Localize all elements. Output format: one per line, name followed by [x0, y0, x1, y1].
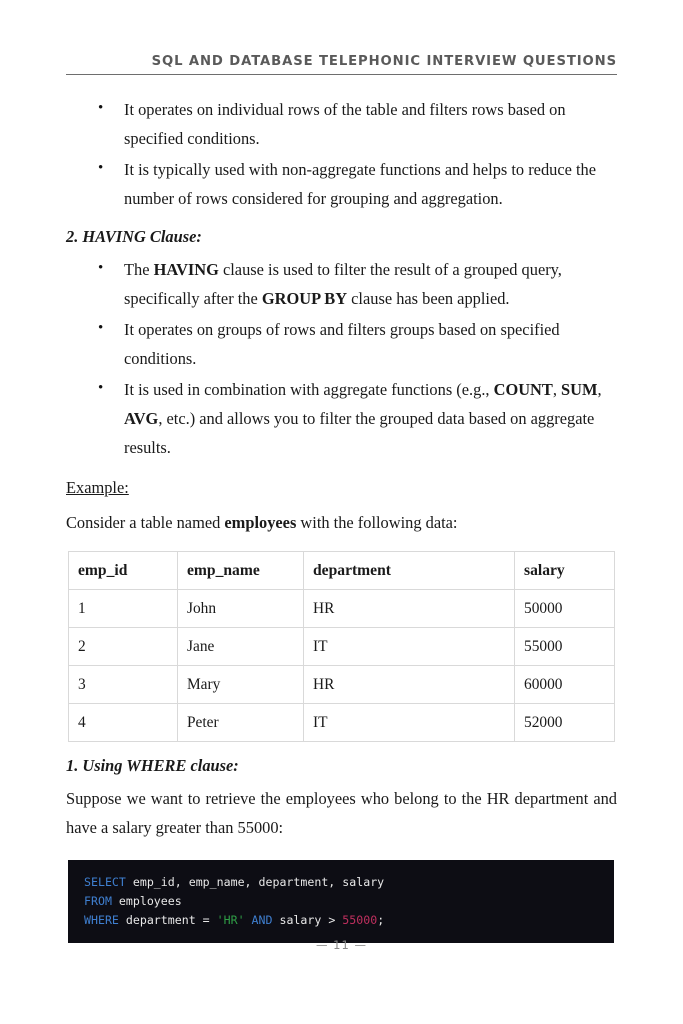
- table-column-header: emp_name: [178, 552, 304, 590]
- table-column-header: department: [304, 552, 515, 590]
- table-header-row: [69, 552, 615, 590]
- table-column-header: emp_id: [69, 552, 178, 590]
- code-text: department =: [118, 913, 217, 927]
- code-line-3: [68, 911, 614, 930]
- text-run: clause is used to filter the result of a grouped query, specifically after the: [124, 260, 562, 308]
- using-where-paragraph: Suppose we want to retrieve the employees who belong to the HR department and have a salary greater than 55000:: [66, 789, 617, 837]
- sql-code-block: [68, 860, 614, 943]
- table-cell: 4: [69, 704, 178, 742]
- bold-run-sum: SUM: [561, 380, 598, 399]
- using-where-heading: 1. Using WHERE clause:: [66, 756, 239, 775]
- document-body: [66, 95, 617, 943]
- table-cell: 55000: [515, 628, 615, 666]
- text-run: clause has been applied.: [347, 289, 510, 308]
- table-row: [69, 704, 615, 742]
- table-cell: 60000: [515, 666, 615, 704]
- text-run: It is used in combination with aggregate functions (e.g.,: [124, 380, 494, 399]
- table-column-header: salary: [515, 552, 615, 590]
- having-clause-heading: 2. HAVING Clause:: [66, 227, 202, 246]
- table-cell: HR: [304, 666, 515, 704]
- table-cell: Peter: [178, 704, 304, 742]
- sql-keyword-select: SELECT: [84, 875, 126, 889]
- list-item: • It is typically used with non-aggregate functions and helps to reduce the number of rows considered for grouping and aggregation.: [124, 155, 617, 213]
- text-run: with the following data:: [296, 513, 458, 532]
- list-item: • It operates on individual rows of the table and filters rows based on specified conditions.: [124, 95, 617, 153]
- bold-run-count: COUNT: [493, 380, 553, 399]
- table-row: [69, 628, 615, 666]
- example-label-text: Example:: [66, 478, 129, 497]
- table-cell: 3: [69, 666, 178, 704]
- sql-string-literal: 'HR': [216, 913, 245, 927]
- code-text: salary >: [272, 913, 343, 927]
- table-row: [69, 590, 615, 628]
- bold-run-having: HAVING: [153, 260, 219, 279]
- bold-run-avg: AVG: [124, 409, 159, 428]
- text-run: ,: [552, 380, 562, 399]
- table-cell: 2: [69, 628, 178, 666]
- code-line-1: [68, 873, 614, 892]
- page-footer: [0, 938, 683, 952]
- where-clause-bullet-list: [66, 95, 617, 213]
- table-cell: 1: [69, 590, 178, 628]
- text-run: Consider a table named: [66, 513, 225, 532]
- running-header: [66, 54, 617, 75]
- code-line-2: [68, 892, 614, 911]
- document-title: SQL AND DATABASE TELEPHONIC INTERVIEW QUESTIONS: [151, 54, 617, 69]
- sql-number-literal: 55000: [342, 913, 378, 927]
- list-item: [124, 375, 617, 462]
- table-cell: 52000: [515, 704, 615, 742]
- sql-keyword-from: FROM: [84, 894, 112, 908]
- table-cell: Mary: [178, 666, 304, 704]
- page-number: — 11 —: [316, 938, 367, 952]
- having-clause-bullet-list: [66, 255, 617, 462]
- list-item: • It operates on groups of rows and filters groups based on specified conditions.: [124, 315, 617, 373]
- bold-run-group-by: GROUP BY: [261, 289, 348, 308]
- code-text: emp_id, emp_name, department, salary: [125, 875, 385, 889]
- table-cell: Jane: [178, 628, 304, 666]
- text-run: ,: [597, 380, 602, 399]
- table-row: [69, 666, 615, 704]
- table-cell: IT: [304, 628, 515, 666]
- table-cell: 50000: [515, 590, 615, 628]
- bold-run-employees: employees: [224, 513, 297, 532]
- code-text: ;: [377, 913, 385, 927]
- list-item: [124, 255, 617, 313]
- table-cell: IT: [304, 704, 515, 742]
- sql-keyword-and: AND: [244, 913, 273, 927]
- example-intro-paragraph: [66, 508, 617, 537]
- text-run: , etc.) and allows you to filter the grouped data based on aggregate results.: [124, 409, 595, 457]
- employees-table: [68, 551, 615, 742]
- sql-keyword-where: WHERE: [84, 913, 119, 927]
- table-cell: HR: [304, 590, 515, 628]
- text-run: The: [124, 260, 154, 279]
- code-text: employees: [111, 894, 182, 908]
- example-label: [66, 474, 617, 502]
- table-cell: John: [178, 590, 304, 628]
